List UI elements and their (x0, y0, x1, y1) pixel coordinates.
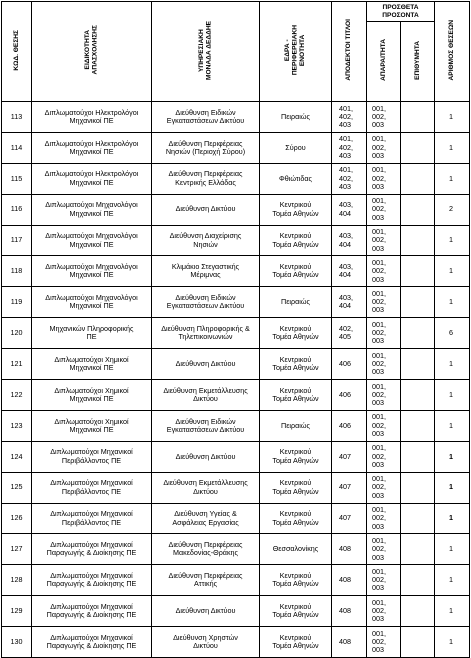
cell-required: 001, 002, 003 (367, 410, 401, 441)
cell-required: 001, 002, 003 (367, 596, 401, 627)
cell-desired (401, 565, 435, 596)
cell-count: 6 (435, 318, 470, 349)
table-row (2, 256, 470, 287)
cell-desired (401, 534, 435, 565)
cell-specialty: Διπλωματούχοι Μηχανικοί Παραγωγής & Διοίκησης ΠΕ (32, 534, 152, 565)
cell-unit: Διεύθυνση Ειδικών Εγκαταστάσεων Δικτύου (152, 102, 260, 133)
cell-desired (401, 380, 435, 411)
cell-required: 001, 002, 003 (367, 256, 401, 287)
cell-specialty: Διπλωματούχοι Μηχανικοί Περιβάλλοντος ΠΕ (32, 503, 152, 534)
cell-unit: Διεύθυνση Ειδικών Εγκαταστάσεων Δικτύου (152, 287, 260, 318)
cell-seat: Φθιώτιδας (260, 163, 332, 194)
cell-unit: Διεύθυνση Εκμετάλλευσης Δικτύου (152, 380, 260, 411)
cell-code: 130 (2, 627, 32, 658)
cell-seat: Κεντρικού Τομέα Αθηνών (260, 194, 332, 225)
cell-code: 120 (2, 318, 32, 349)
cell-specialty: Διπλωματούχοι Μηχανολόγοι Μηχανικοί ΠΕ (32, 287, 152, 318)
cell-code: 113 (2, 102, 32, 133)
cell-specialty: Διπλωματούχοι Ηλεκτρολόγοι Μηχανικοί ΠΕ (32, 132, 152, 163)
table-row (2, 441, 470, 472)
cell-titles: 408 (332, 596, 367, 627)
cell-desired (401, 194, 435, 225)
cell-count: 1 (435, 225, 470, 256)
header-code: ΚΩΔ. ΘΕΣΗΣ (2, 2, 32, 102)
cell-specialty: Μηχανικών Πληροφορικής ΠΕ (32, 318, 152, 349)
cell-specialty: Διπλωματούχοι Μηχανολόγοι Μηχανικοί ΠΕ (32, 194, 152, 225)
cell-seat: Κεντρικού Τομέα Αθηνών (260, 380, 332, 411)
cell-count: 1 (435, 627, 470, 658)
cell-code: 119 (2, 287, 32, 318)
cell-specialty: Διπλωματούχοι Μηχανικοί Παραγωγής & Διοίκησης ΠΕ (32, 565, 152, 596)
cell-required: 001, 002, 003 (367, 503, 401, 534)
cell-desired (401, 627, 435, 658)
cell-code: 126 (2, 503, 32, 534)
cell-desired (401, 318, 435, 349)
table-row (2, 102, 470, 133)
cell-titles: 407 (332, 503, 367, 534)
cell-code: 123 (2, 410, 32, 441)
cell-required: 001, 002, 003 (367, 287, 401, 318)
cell-unit: Διεύθυνση Χρηστών Δικτύου (152, 627, 260, 658)
cell-required: 001, 002, 003 (367, 565, 401, 596)
cell-count: 2 (435, 194, 470, 225)
cell-code: 127 (2, 534, 32, 565)
cell-desired (401, 441, 435, 472)
table-row (2, 225, 470, 256)
cell-code: 118 (2, 256, 32, 287)
cell-seat: Κεντρικού Τομέα Αθηνών (260, 565, 332, 596)
cell-count: 1 (435, 287, 470, 318)
table-row (2, 410, 470, 441)
header-required: ΑΠΑΡΑΙΤΗΤΑ (367, 22, 401, 102)
cell-required: 001, 002, 003 (367, 349, 401, 380)
header-desired: ΕΠΙΘΥΜΗΤΑ (401, 22, 435, 102)
cell-specialty: Διπλωματούχοι Ηλεκτρολόγοι Μηχανικοί ΠΕ (32, 102, 152, 133)
cell-code: 117 (2, 225, 32, 256)
cell-seat: Κεντρικού Τομέα Αθηνών (260, 225, 332, 256)
cell-seat: Πειραιώς (260, 102, 332, 133)
cell-desired (401, 596, 435, 627)
cell-desired (401, 225, 435, 256)
cell-desired (401, 287, 435, 318)
header-extra: ΠΡΟΣΘΕΤΑ ΠΡΟΣΟΝΤΑ (367, 2, 435, 22)
cell-code: 116 (2, 194, 32, 225)
cell-count: 1 (435, 596, 470, 627)
cell-required: 001, 002, 003 (367, 441, 401, 472)
cell-desired (401, 163, 435, 194)
cell-count: 1 (435, 534, 470, 565)
cell-desired (401, 410, 435, 441)
cell-code: 125 (2, 472, 32, 503)
cell-seat: Κεντρικού Τομέα Αθηνών (260, 472, 332, 503)
cell-count: 1 (435, 102, 470, 133)
table-row (2, 163, 470, 194)
cell-count: 1 (435, 256, 470, 287)
cell-titles: 406 (332, 380, 367, 411)
cell-specialty: Διπλωματούχοι Χημικοί Μηχανικοί ΠΕ (32, 410, 152, 441)
cell-titles: 401, 402, 403 (332, 132, 367, 163)
cell-unit: Διεύθυνση Περιφέρειας Νησιών (Περιοχή Σύρου) (152, 132, 260, 163)
cell-count: 1 (435, 503, 470, 534)
table-row (2, 565, 470, 596)
cell-count: 1 (435, 163, 470, 194)
cell-seat: Σύρου (260, 132, 332, 163)
table-row (2, 132, 470, 163)
cell-seat: Κεντρικού Τομέα Αθηνών (260, 503, 332, 534)
cell-required: 001, 002, 003 (367, 163, 401, 194)
cell-specialty: Διπλωματούχοι Χημικοί Μηχανικοί ΠΕ (32, 380, 152, 411)
cell-count: 1 (435, 380, 470, 411)
cell-titles: 402, 405 (332, 318, 367, 349)
table-row (2, 287, 470, 318)
cell-unit: Διεύθυνση Δικτύου (152, 194, 260, 225)
cell-unit: Διεύθυνση Περιφέρειας Αττικής (152, 565, 260, 596)
cell-required: 001, 002, 003 (367, 132, 401, 163)
cell-specialty: Διπλωματούχοι Μηχανικοί Παραγωγής & Διοίκησης ΠΕ (32, 596, 152, 627)
cell-desired (401, 132, 435, 163)
cell-unit: Διεύθυνση Ειδικών Εγκαταστάσεων Δικτύου (152, 410, 260, 441)
cell-desired (401, 472, 435, 503)
cell-unit: Διεύθυνση Δικτύου (152, 441, 260, 472)
cell-specialty: Διπλωματούχοι Μηχανικοί Περιβάλλοντος ΠΕ (32, 472, 152, 503)
cell-specialty: Διπλωματούχοι Μηχανολόγοι Μηχανικοί ΠΕ (32, 256, 152, 287)
cell-unit: Διεύθυνση Περιφέρειας Μακεδονίας-Θράκης (152, 534, 260, 565)
cell-seat: Θεσσαλονίκης (260, 534, 332, 565)
cell-unit: Διεύθυνση Πληροφορικής & Τηλεπικοινωνιών (152, 318, 260, 349)
cell-titles: 408 (332, 534, 367, 565)
table-row (2, 534, 470, 565)
cell-specialty: Διπλωματούχοι Χημικοί Μηχανικοί ΠΕ (32, 349, 152, 380)
header-unit: ΥΠΗΡΕΣΙΑΚΗ ΜΟΝΑΔΑ ΔΕΔΔΗΕ (152, 2, 260, 102)
table-row (2, 503, 470, 534)
cell-seat: Κεντρικού Τομέα Αθηνών (260, 256, 332, 287)
cell-specialty: Διπλωματούχοι Ηλεκτρολόγοι Μηχανικοί ΠΕ (32, 163, 152, 194)
cell-required: 001, 002, 003 (367, 102, 401, 133)
cell-titles: 407 (332, 472, 367, 503)
table-row (2, 194, 470, 225)
cell-unit: Διεύθυνση Διαχείρισης Νησιών (152, 225, 260, 256)
cell-code: 122 (2, 380, 32, 411)
cell-desired (401, 349, 435, 380)
cell-titles: 407 (332, 441, 367, 472)
cell-seat: Κεντρικού Τομέα Αθηνών (260, 596, 332, 627)
cell-unit: Διεύθυνση Εκμετάλλευσης Δικτύου (152, 472, 260, 503)
cell-required: 001, 002, 003 (367, 225, 401, 256)
cell-count: 1 (435, 441, 470, 472)
cell-required: 001, 002, 003 (367, 627, 401, 658)
cell-unit: Διεύθυνση Υγείας & Ασφάλειας Εργασίας (152, 503, 260, 534)
cell-unit: Κλιμάκιο Στεγαστικής Μέριμνας (152, 256, 260, 287)
cell-specialty: Διπλωματούχοι Μηχανολόγοι Μηχανικοί ΠΕ (32, 225, 152, 256)
cell-specialty: Διπλωματούχοι Μηχανικοί Περιβάλλοντος ΠΕ (32, 441, 152, 472)
table-row (2, 349, 470, 380)
cell-titles: 406 (332, 349, 367, 380)
cell-unit: Διεύθυνση Δικτύου (152, 596, 260, 627)
cell-required: 001, 002, 003 (367, 472, 401, 503)
header-count: ΑΡΙΘΜΟΣ ΘΕΣΕΩΝ (435, 2, 470, 102)
cell-desired (401, 503, 435, 534)
cell-titles: 408 (332, 627, 367, 658)
cell-code: 124 (2, 441, 32, 472)
cell-count: 1 (435, 132, 470, 163)
cell-titles: 403, 404 (332, 225, 367, 256)
cell-required: 001, 002, 003 (367, 194, 401, 225)
cell-code: 115 (2, 163, 32, 194)
cell-desired (401, 102, 435, 133)
table-row (2, 380, 470, 411)
cell-code: 121 (2, 349, 32, 380)
cell-count: 1 (435, 472, 470, 503)
cell-code: 114 (2, 132, 32, 163)
cell-seat: Πειραιώς (260, 410, 332, 441)
cell-count: 1 (435, 565, 470, 596)
cell-titles: 403, 404 (332, 287, 367, 318)
cell-unit: Διεύθυνση Δικτύου (152, 349, 260, 380)
cell-count: 1 (435, 410, 470, 441)
cell-required: 001, 002, 003 (367, 318, 401, 349)
header-titles: ΑΠΟΔΕΚΤΟΙ ΤΙΤΛΟΙ (332, 2, 367, 102)
positions-table (1, 1, 470, 658)
cell-desired (401, 256, 435, 287)
cell-seat: Κεντρικού Τομέα Αθηνών (260, 349, 332, 380)
cell-unit: Διεύθυνση Περιφέρειας Κεντρικής Ελλάδας (152, 163, 260, 194)
cell-count: 1 (435, 349, 470, 380)
cell-titles: 403, 404 (332, 256, 367, 287)
cell-required: 001, 002, 003 (367, 380, 401, 411)
cell-code: 128 (2, 565, 32, 596)
cell-titles: 401, 402, 403 (332, 102, 367, 133)
cell-titles: 406 (332, 410, 367, 441)
table-row (2, 318, 470, 349)
cell-titles: 401, 402, 403 (332, 163, 367, 194)
cell-seat: Κεντρικού Τομέα Αθηνών (260, 318, 332, 349)
cell-seat: Κεντρικού Τομέα Αθηνών (260, 627, 332, 658)
header-seat: ΕΔΡΑ - ΠΕΡΙΦΕΡΕΙΑΚΗ ΕΝΟΤΗΤΑ (260, 2, 332, 102)
cell-titles: 403, 404 (332, 194, 367, 225)
cell-code: 129 (2, 596, 32, 627)
table-row (2, 627, 470, 658)
header-specialty: ΕΙΔΙΚΟΤΗΤΑ ΑΠΑΣΧΟΛΗΣΗΣ (32, 2, 152, 102)
table-body (2, 102, 470, 658)
table-row (2, 472, 470, 503)
cell-seat: Κεντρικού Τομέα Αθηνών (260, 441, 332, 472)
cell-required: 001, 002, 003 (367, 534, 401, 565)
cell-seat: Πειραιώς (260, 287, 332, 318)
cell-specialty: Διπλωματούχοι Μηχανικοί Παραγωγής & Διοίκησης ΠΕ (32, 627, 152, 658)
table-row (2, 596, 470, 627)
cell-titles: 408 (332, 565, 367, 596)
